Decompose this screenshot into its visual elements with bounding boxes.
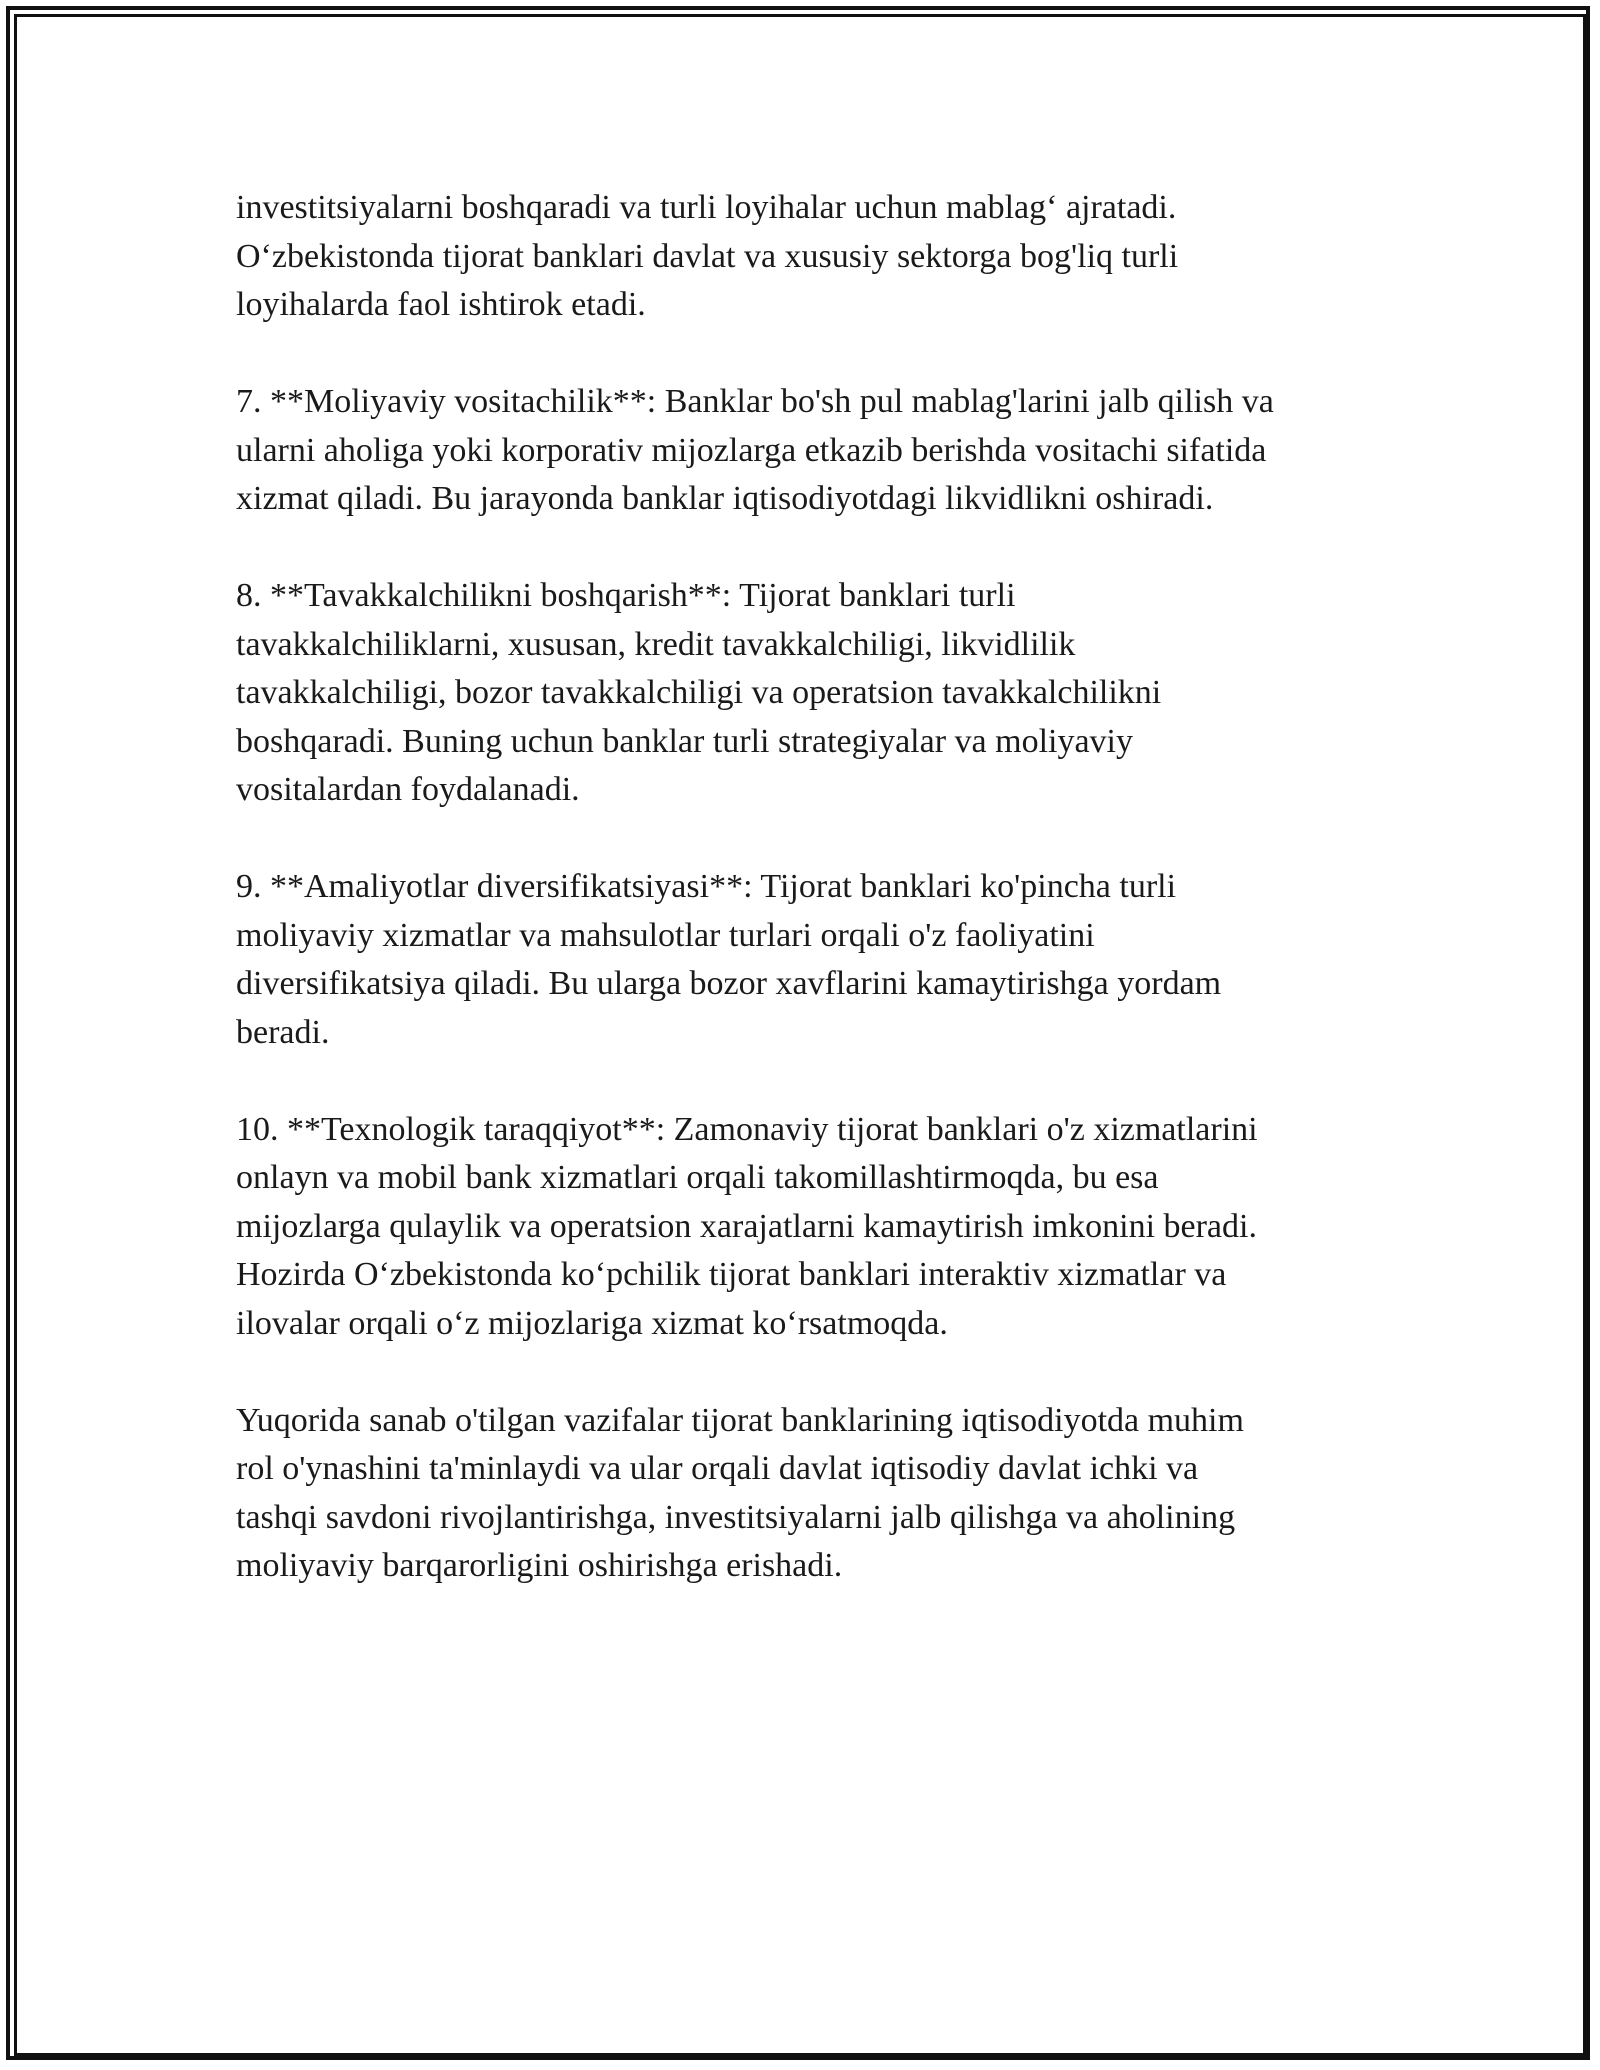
- paragraph-intro-continuation: investitsiyalarni boshqaradi va turli loyihalar uchun mablag‘ ajratadi. O‘zbekistonda tijorat banklari davlat va xususiy sektorga bog'liq turli loyihalarda faol ishtirok etadi.: [236, 189, 1179, 323]
- paragraph-item-10: 10. **Texnologik taraqqiyot**: Zamonaviy tijorat banklari o'z xizmatlarini onlayn va mobil bank xizmatlari orqali takomillashtirmoqda, bu esa mijozlarga qulaylik va operatsion xarajatlarni kamaytirish imkonini beradi. Hozirda O‘zbekistonda ko‘pchilik tijorat banklari interaktiv xizmatlar va ilovalar orqali o‘z mijozlariga xizmat ko‘rsatmoqda.: [236, 1110, 1258, 1342]
- document-body: [236, 184, 1366, 1639]
- paragraph-conclusion: Yuqorida sanab o'tilgan vazifalar tijorat banklarining iqtisodiyotda muhim rol o'ynashini ta'minlaydi va ular orqali davlat iqtisodiy davlat ichki va tashqi savdoni rivojlantirishga, investitsiyalarni jalb qilishga va aholining moliyaviy barqarorligini oshirishga erishadi.: [236, 1401, 1244, 1584]
- paragraph-item-9: 9. **Amaliyotlar diversifikatsiyasi**: Tijorat banklari ko'pincha turli moliyaviy xizmatlar va mahsulotlar turlari orqali o'z faoliyatini diversifikatsiya qiladi. Bu ularga bozor xavflarini kamaytirishga yordam beradi.: [236, 868, 1222, 1051]
- paragraph-item-8: 8. **Tavakkalchilikni boshqarish**: Tijorat banklari turli tavakkalchiliklarni, xususan, kredit tavakkalchiligi, likvidlilik tavakkalchiligi, bozor tavakkalchiligi va operatsion tavakkalchilikni boshqaradi. Buning uchun banklar turli strategiyalar va moliyaviy vositalardan foydalanadi.: [236, 577, 1162, 808]
- paragraph-item-7: 7. **Moliyaviy vositachilik**: Banklar bo'sh pul mablag'larini jalb qilish va ularni aholiga yoki korporativ mijozlarga etkazib berishda vositachi sifatida xizmat qiladi. Bu jarayonda banklar iqtisodiyotdagi likvidlikni oshiradi.: [236, 383, 1274, 517]
